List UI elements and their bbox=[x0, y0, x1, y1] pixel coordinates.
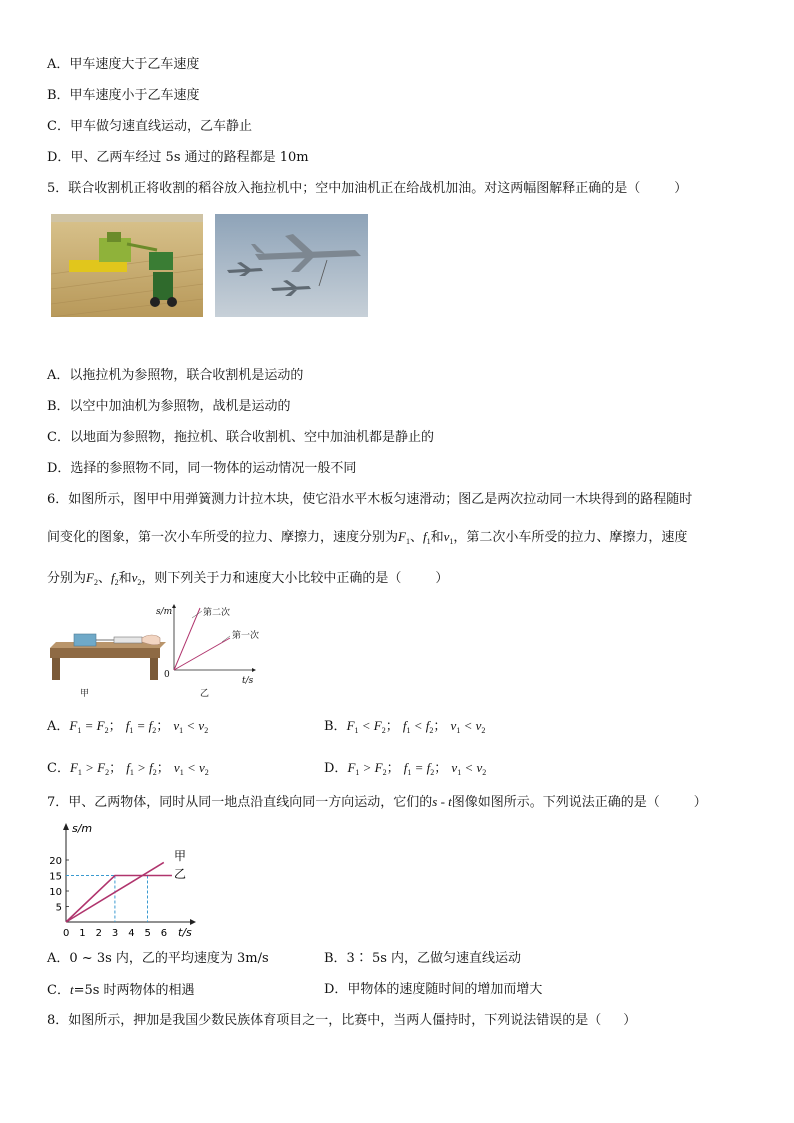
q4-option-a: A．甲车速度大于乙车速度 bbox=[47, 57, 200, 72]
q6-graph-ylabel: s/m bbox=[156, 607, 173, 617]
q6-graph-xlabel: t/s bbox=[242, 676, 254, 686]
q6-option-c: C．$F_1 > F_2$； $f_1 > f_2$； $v_1 < v_2$ bbox=[47, 760, 209, 777]
x-tick-label-4: 4 bbox=[128, 928, 135, 939]
q6-graph-origin: 0 bbox=[164, 670, 170, 680]
q4-option-b: B．甲车速度小于乙车速度 bbox=[47, 88, 200, 103]
q7-option-d: D．甲物体的速度随时间的增加而增大 bbox=[324, 982, 543, 997]
q8-stem: 8．如图所示，押加是我国少数民族体育项目之一，比赛中，当两人僵持时，下列说法错误的是（ ） bbox=[47, 1013, 637, 1028]
spring-scale-figure bbox=[48, 628, 168, 698]
y-tick-label-2: 15 bbox=[50, 871, 62, 883]
x-tick-label-0: 0 bbox=[63, 928, 70, 939]
q5-option-a: A．以拖拉机为参照物，联合收割机是运动的 bbox=[47, 368, 304, 383]
figure-caption-yi: 乙 bbox=[200, 689, 210, 699]
q7-option-b: B．3∶ 5s 内，乙做匀速直线运动 bbox=[324, 951, 522, 966]
q7-stem: 7．甲、乙两物体，同时从同一地点沿直线向同一方向运动，它们的s - t图像如图所示。下列说法正确的是（ ） bbox=[47, 794, 707, 810]
figure-caption-jia: 甲 bbox=[80, 689, 90, 699]
q7-chart-svg bbox=[50, 818, 210, 944]
q4-option-d: D．甲、乙两车经过 5s 通过的路程都是 10m bbox=[47, 150, 309, 165]
y-tick-label-1: 10 bbox=[50, 887, 62, 898]
q7-st-chart bbox=[50, 818, 210, 944]
q6-stem-line1: 6．如图所示，图甲中用弹簧测力计拉木块，使它沿水平木板匀速滑动；图乙是两次拉动同一木块得到的路程随时 bbox=[47, 492, 693, 507]
q5-option-b: B．以空中加油机为参照物，战机是运动的 bbox=[47, 399, 291, 414]
x-tick-label-2: 2 bbox=[95, 928, 102, 939]
q4-option-c: C．甲车做匀速直线运动，乙车静止 bbox=[47, 119, 252, 134]
q7-option-a: A．0 ~ 3s 内，乙的平均速度为 3m/s bbox=[47, 951, 269, 966]
harvester-photo bbox=[51, 214, 203, 317]
y-axis-arrow bbox=[63, 823, 69, 830]
series-label-jia: 甲 bbox=[174, 849, 187, 863]
q5-stem: 5．联合收割机正将收割的稻谷放入拖拉机中；空中加油机正在给战机加油。对这两幅图解释正确的是（ ） bbox=[47, 181, 688, 196]
q6-stem-line3: 分别为$F_2$、$f_2$和$v_2$，则下列关于力和速度大小比较中正确的是（ ） bbox=[47, 570, 449, 587]
x-axis-label: t/s bbox=[178, 926, 192, 939]
q7-option-c: C．t=5s 时两物体的相遇 bbox=[47, 982, 195, 998]
q6-stem-line2: 间变化的图象，第一次小车所受的拉力、摩擦力，速度分别为$F_1$、$f_1$和$v_1$，第二次小车所受的拉力、摩擦力，速度 bbox=[47, 529, 688, 546]
x-tick-label-1: 1 bbox=[79, 928, 86, 939]
y-tick-label-0: 5 bbox=[55, 902, 62, 914]
q5-option-c: C．以地面为参照物，拖拉机、联合收割机、空中加油机都是静止的 bbox=[47, 430, 434, 445]
q6-option-a: A．$F_1 = F_2$； $f_1 = f_2$； $v_1 < v_2$ bbox=[47, 718, 209, 735]
y-tick-label-3: 20 bbox=[50, 856, 62, 867]
q6-graph-label-first: 第一次 bbox=[232, 631, 260, 641]
series-label-yi: 乙 bbox=[174, 867, 187, 881]
q6-option-d: D．$F_1 > F_2$； $f_1 = f_2$； $v_1 < v_2$ bbox=[324, 760, 487, 777]
series-line-yi bbox=[66, 876, 172, 923]
x-tick-label-3: 3 bbox=[111, 928, 119, 939]
q5-option-d: D．选择的参照物不同，同一物体的运动情况一般不同 bbox=[47, 461, 357, 476]
y-axis-label: s/m bbox=[72, 822, 93, 835]
x-tick-label-6: 6 bbox=[160, 928, 168, 939]
x-axis-arrow bbox=[190, 919, 196, 925]
x-tick-label-5: 5 bbox=[144, 928, 151, 939]
air-refueling-photo bbox=[215, 214, 368, 317]
q6-graph-label-second: 第二次 bbox=[203, 608, 231, 618]
q6-option-b: B．$F_1 < F_2$； $f_1 < f_2$； $v_1 < v_2$ bbox=[324, 718, 486, 735]
